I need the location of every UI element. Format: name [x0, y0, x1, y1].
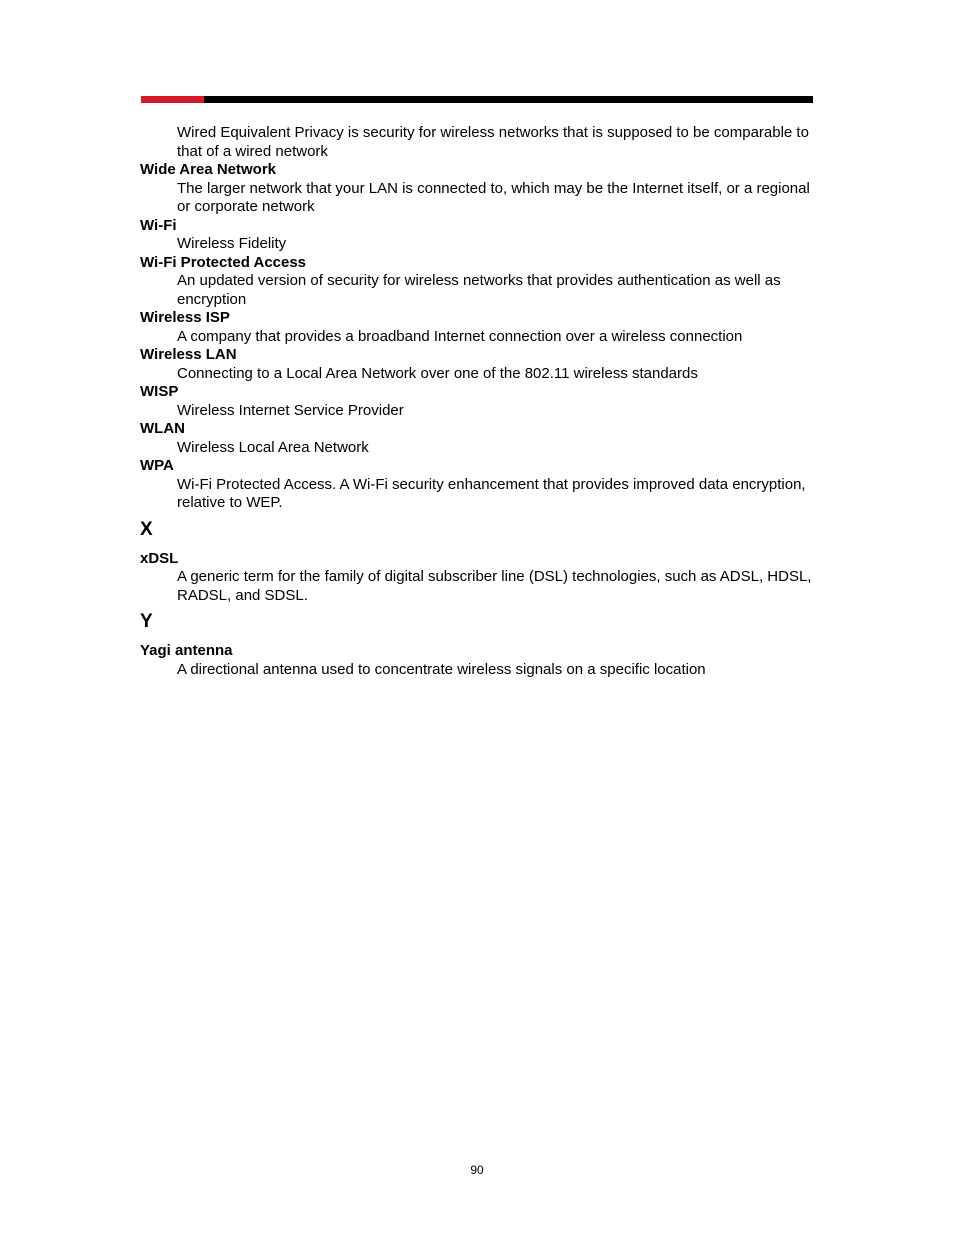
page-number: 90: [470, 1163, 484, 1177]
header-rule-bar: [204, 96, 813, 103]
glossary-term: Yagi antenna: [140, 642, 233, 659]
glossary-term: WPA: [140, 457, 174, 474]
section-letter-y: Y: [140, 611, 153, 632]
section-letter-x: X: [140, 518, 153, 540]
glossary-definition: An updated version of security for wireless networks that provides authentication as well as encryption: [177, 272, 781, 308]
glossary-content: [140, 124, 816, 679]
glossary-definition: Wireless Local Area Network: [177, 438, 369, 456]
header-rule: [141, 96, 813, 103]
glossary-term: xDSL: [140, 549, 179, 567]
glossary-definition: A generic term for the family of digital subscriber line (DSL) technologies, such as ADSL, HDSL, RADSL, and SDSL.: [177, 568, 812, 604]
glossary-definition: A directional antenna used to concentrate wireless signals on a specific location: [177, 660, 706, 678]
glossary-definition: Wi-Fi Protected Access. A Wi-Fi security enhancement that provides improved data encryption, relative to WEP.: [177, 475, 806, 511]
glossary-definition: Wired Equivalent Privacy is security for wireless networks that is supposed to be comparable to that of a wired network: [177, 124, 809, 160]
glossary-definition: Wireless Internet Service Provider: [177, 401, 404, 419]
glossary-term: Wide Area Network: [140, 161, 277, 178]
glossary-definition: Wireless Fidelity: [177, 235, 287, 252]
glossary-term: Wireless LAN: [140, 346, 237, 363]
glossary-definition: The larger network that your LAN is connected to, which may be the Internet itself, or a regional or corporate network: [177, 179, 810, 215]
glossary-term: Wi-Fi Protected Access: [140, 253, 307, 271]
glossary-definition: Connecting to a Local Area Network over one of the 802.11 wireless standards: [177, 364, 698, 382]
glossary-term: WISP: [140, 383, 179, 400]
glossary-term: Wi-Fi: [140, 216, 177, 234]
glossary-term: WLAN: [140, 420, 185, 437]
glossary-term: Wireless ISP: [140, 309, 230, 326]
header-rule-accent: [141, 96, 204, 103]
glossary-definition: A company that provides a broadband Internet connection over a wireless connection: [177, 327, 743, 345]
